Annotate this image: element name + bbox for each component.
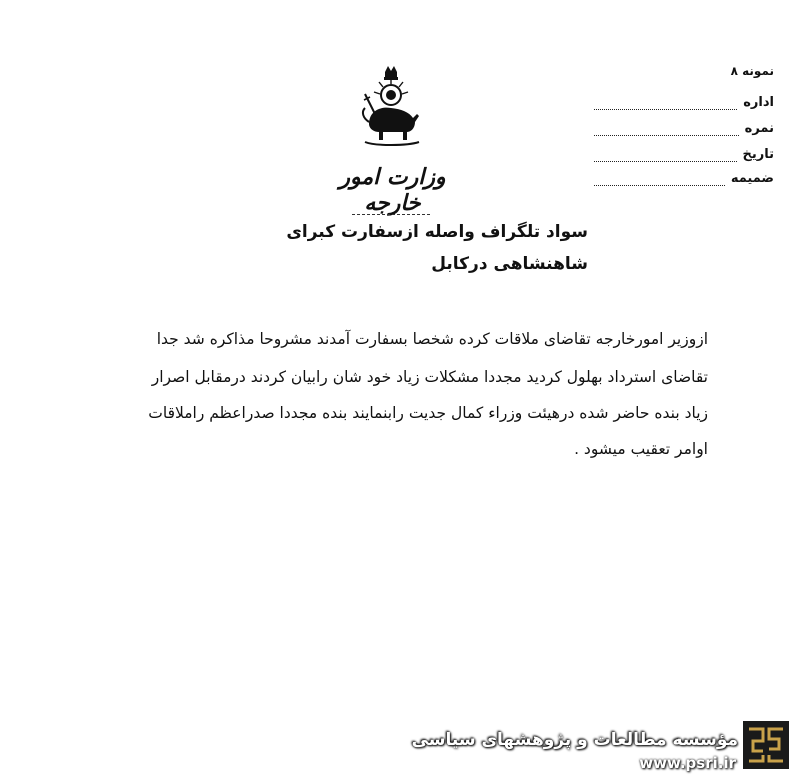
lion-and-sun-emblem-icon bbox=[355, 66, 427, 146]
body-line-3: زیاد بنده حاضر شده درهیئت وزراء کمال جدیت رابنمایند بنده مجددا صدراعظم راملاقات bbox=[148, 404, 708, 422]
field-attachment-label: ضمیمه bbox=[730, 171, 774, 186]
institute-url: www.psri.ir bbox=[639, 754, 736, 772]
field-number bbox=[594, 118, 774, 136]
field-attachment bbox=[594, 168, 774, 186]
field-number-line bbox=[594, 125, 739, 136]
body-line-2: تقاضای استرداد بهلول کردید مجددا مشکلات زیاد خود شان رابیان کردند درمقابل اصرار bbox=[151, 368, 708, 386]
field-date-label: تاریخ bbox=[742, 147, 774, 162]
subject-line-2: شاهنشاهی درکابل bbox=[431, 254, 588, 274]
field-department-label: اداره bbox=[743, 95, 774, 110]
body-line-4: اوامر تعقیب میشود . bbox=[574, 440, 708, 458]
institute-watermark: مؤسسه مطالعات و پژوهشهای سیاسی bbox=[411, 730, 738, 750]
field-department bbox=[594, 92, 774, 110]
subject-line-1: سواد تلگراف واصله ازسفارت کبرای bbox=[286, 222, 588, 242]
body-line-1: ازوزیر امورخارجه تقاضای ملاقات کرده شخصا بسفارت آمدند مشروحا مذاکره شد جدا bbox=[156, 330, 708, 348]
field-attachment-line bbox=[594, 175, 725, 186]
field-department-line bbox=[594, 99, 737, 110]
ministry-divider bbox=[352, 214, 430, 215]
field-number-label: نمره bbox=[744, 121, 774, 136]
field-date-line bbox=[594, 151, 737, 162]
field-date bbox=[594, 144, 774, 162]
ministry-title: وزارت امور خارجه bbox=[339, 164, 446, 216]
psri-logo-icon bbox=[743, 721, 789, 769]
form-number: نمونه ۸ bbox=[730, 64, 774, 78]
